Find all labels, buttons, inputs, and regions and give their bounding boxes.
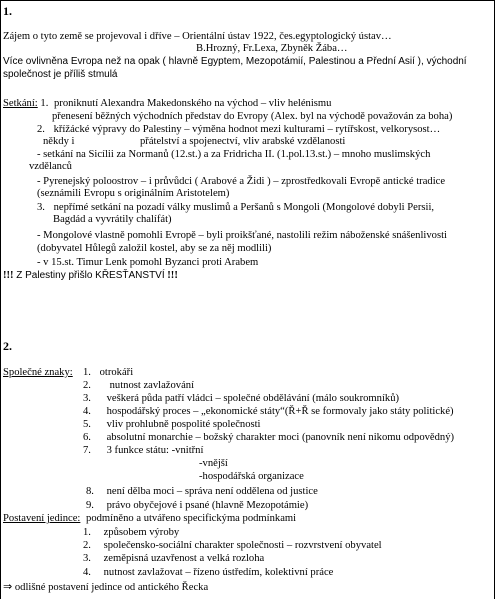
setkani-heading [3,98,331,110]
list-item-text: zeměpisná uzavřenost a velká rozloha [103,553,265,564]
list-number: 4. [83,567,91,578]
list-item-text: přenesení běžných východních představ do Evropy (Alex. byl na východě považován za boha) [52,111,453,122]
list-item [83,367,133,379]
list-number: 3. [83,393,91,404]
page-border-left [0,0,1,599]
list-item-text: nutnost zavlažování [109,380,195,391]
list-item [86,486,318,498]
list-number: 4. [83,406,91,417]
list-item-text: někdy i [43,136,75,147]
postaveni-heading [3,513,296,525]
sub-item-text: - Mongolové vlastně pomohli Evropě – byli proikšťané, nastolili režim náboženské snášenlivosti [37,230,447,241]
list-item [83,567,333,579]
list-number: 2. [37,124,45,135]
intro-line: společnost je příliš stmulá [3,69,118,80]
list-item [83,445,203,457]
list-item-text: společensko-sociální charakter společnosti – rozvrstvení obyvatel [103,540,382,551]
list-number: 3. [83,553,91,564]
intro-line: Více ovlivněna Evropa než na opak ( hlavně Egyptem, Mezopotámií, Palestinou a Přední Asií ), východní [3,56,467,67]
list-item-text: absolutní monarchie – božský charakter moci (panovník není nikomu odpovědný) [106,432,455,443]
list-item-text: přátelství a spojenectví, vliv arabské vzdělanosti [140,136,346,147]
list-item [83,393,399,405]
sub-item-text: - Pyrenejský poloostrov – i průvůdci ( Arabové a Židi ) – zprostředkovali Evropě antické tradice [37,176,446,187]
postaveni-label: Postavení jedince: [3,513,81,524]
list-item [83,527,179,539]
list-item-text: hospodářský proces – „ekonomické státy“(Ř+Ř se formovaly jako státy politické) [106,406,454,417]
sub-item-text: - setkání na Sicílii za Normanů (12.st.) a za Fridricha II. (1.pol.13.st.) – mnoho muslimských [37,149,431,160]
list-number: 1. [83,367,91,378]
final-text: Z Palestiny přišlo KŘESŤANSTVÍ [16,270,165,281]
list-item-text: nutnost zavlažovat – řízeno ústředím, kolektivní práce [103,567,334,578]
list-number: 1. [40,98,49,109]
funkce-item: -hospodářská organizace [199,471,304,482]
list-item [83,419,261,431]
sub-item-text: vzdělanců [29,161,72,172]
conclusion-line [3,581,208,594]
postaveni-text: podmíněno a utvářeno specifickýma podmínkami [86,513,297,524]
section-1-number: 1. [3,4,12,18]
intro-line: Zájem o tyto země se projevoval i dříve – Orientální ústav 1922, čes.egyptologický ústav… [3,31,392,42]
sub-item-text: - v 15.st. Timur Lenk pomohl Byzanci proti Arabem [37,257,259,268]
list-item [37,124,440,136]
list-number: 7. [83,445,91,456]
list-number: 2. [83,540,91,551]
intro-authors: B.Hrozný, Fr.Lexa, Zbyněk Žába… [196,43,348,54]
list-item [83,380,194,392]
list-item-text: způsobem výroby [103,527,180,538]
list-item [37,202,434,214]
list-number: 5. [83,419,91,430]
final-statement [3,270,178,282]
list-item [83,432,454,444]
list-item-text: vliv prohlubně pospolité společnosti [106,419,261,430]
list-item-text: Bagdád a vyvrátily chalífát) [53,214,172,225]
list-number: 9. [86,500,94,511]
list-item-text: otrokáři [99,367,134,378]
funkce-item: -vnější [199,458,228,469]
list-item-text: není dělba moci – správa není oddělena od justice [106,486,318,497]
setkani-label: Setkání: [3,98,38,109]
list-number: 3. [37,202,45,213]
list-item-text: právo obyčejové i psané (hlavně Mezopotámie) [106,500,309,511]
sub-item-text: (seznámili Evropu s originálním Aristotelem) [37,188,230,199]
list-item [83,406,454,418]
list-number: 2. [83,380,91,391]
implies-arrow-icon: ⇒ [3,580,13,593]
list-number: 8. [86,486,94,497]
list-number: 1. [83,527,91,538]
list-item-text: veškerá půda patří vládci – společné obdělávání (málo soukromníků) [106,393,400,404]
conclusion-text: odlišné postavení jedince od antického Řecka [14,582,209,593]
list-item [83,540,382,552]
list-item-text: proniknutí Alexandra Makedonského na východ – vliv helénismu [54,98,332,109]
sub-item-text: (dobyvatel Hůlegů založil kostel, aby se za něj modlili) [37,243,272,254]
znaky-label: Společné znaky: [3,367,73,378]
exclamation-left: !!! [3,270,14,281]
exclamation-right: !!! [167,270,178,281]
list-item-text: nepřímé setkání na pozadí války muslimů a Peršanů s Mongoli (Mongolové dobyli Persii, [53,202,435,213]
list-item-text: křížácké výpravy do Palestiny – výměna hodnot mezi kulturami – rytířskost, velkorysost… [53,124,441,135]
list-item [86,500,308,512]
list-number: 6. [83,432,91,443]
list-item [83,553,264,565]
page-border-right [494,0,495,599]
page-border-top [0,0,495,1]
section-2-number: 2. [3,339,12,353]
list-item-text: 3 funkce státu: -vnitřní [106,445,204,456]
